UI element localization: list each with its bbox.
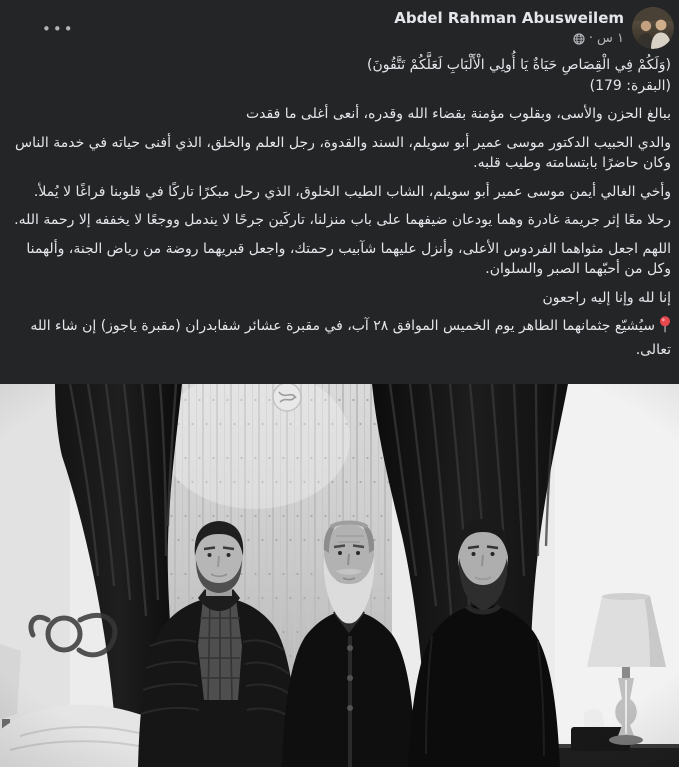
header-text	[394, 7, 624, 46]
post-paragraph: ببالغ الحزن والأسى، وبقلوب مؤمنة بقضاء الله وقدره، أنعى أغلى ما فقدت	[245, 106, 671, 122]
timestamp[interactable]: ١ س	[597, 31, 624, 46]
photo-three-men-bw	[0, 384, 679, 767]
post-paragraph-funeral	[8, 316, 671, 360]
profile-photo-two-people-icon	[632, 7, 674, 49]
post-header	[0, 0, 679, 51]
author-name[interactable]: Abdel Rahman Abusweilem	[394, 9, 624, 27]
post-meta	[394, 31, 624, 46]
avatar[interactable]	[632, 7, 674, 49]
post-paragraph: رحلا معًا إثر جريمة غادرة وهما يودعان ضيفهما على باب منزلنا، تاركَين جرحًا لا يندمل ووجعًا لا يخففه إلا رحمة الله.	[14, 212, 671, 228]
post-paragraph: والدي الحبيب الدكتور موسى عمير أبو سويلم، السند والقدوة، رجل العلم والخلق، الذي أفنى حياته في خدمة الناس وكان حاضرًا بابتسامته وطيب قلبه.	[15, 134, 671, 171]
post-paragraph: إنا لله وإنا إليه راجعون	[542, 289, 671, 306]
globe-public-icon	[573, 33, 585, 45]
post-paragraph-verse-reference: (البقرة: 179)	[589, 77, 671, 94]
funeral-announcement-text: سيُشيّع جثمانهما الطاهر يوم الخميس الموافق ٢٨ آب، في مقبرة عشائر شفابدران (مقبرة ياجوز) إن شاء الله تعالى.	[30, 318, 671, 358]
meta-dot-separator: ·	[588, 31, 593, 46]
post-photo[interactable]	[0, 384, 679, 767]
photo-vignette	[0, 384, 679, 767]
post-paragraph-quran-verse: (وَلَكُمْ فِي الْقِصَاصِ حَيَاةٌ يَا أُولِي الْأَلْبَابِ لَعَلَّكُمْ تَتَّقُونَ)	[367, 57, 671, 73]
round-pushpin-icon	[659, 316, 671, 340]
post-paragraph: وأخي الغالي أيمن موسى عمير أبو سويلم، الشاب الطيب الخلوق، الذي رحل مبكرًا تاركًا في قلوبنا فراغًا لا يُملأ.	[33, 183, 671, 200]
post-paragraph: اللهم اجعل مثواهما الفردوس الأعلى، وأنزل عليهما شآبيب رحمتك، واجعل قبريهما روضة من رياض الجنة، وألهمنا وكل من أحبّهما الصبر والسلوان.	[26, 240, 671, 277]
post-menu-button[interactable]: •••	[42, 20, 75, 38]
post-text	[0, 51, 679, 360]
